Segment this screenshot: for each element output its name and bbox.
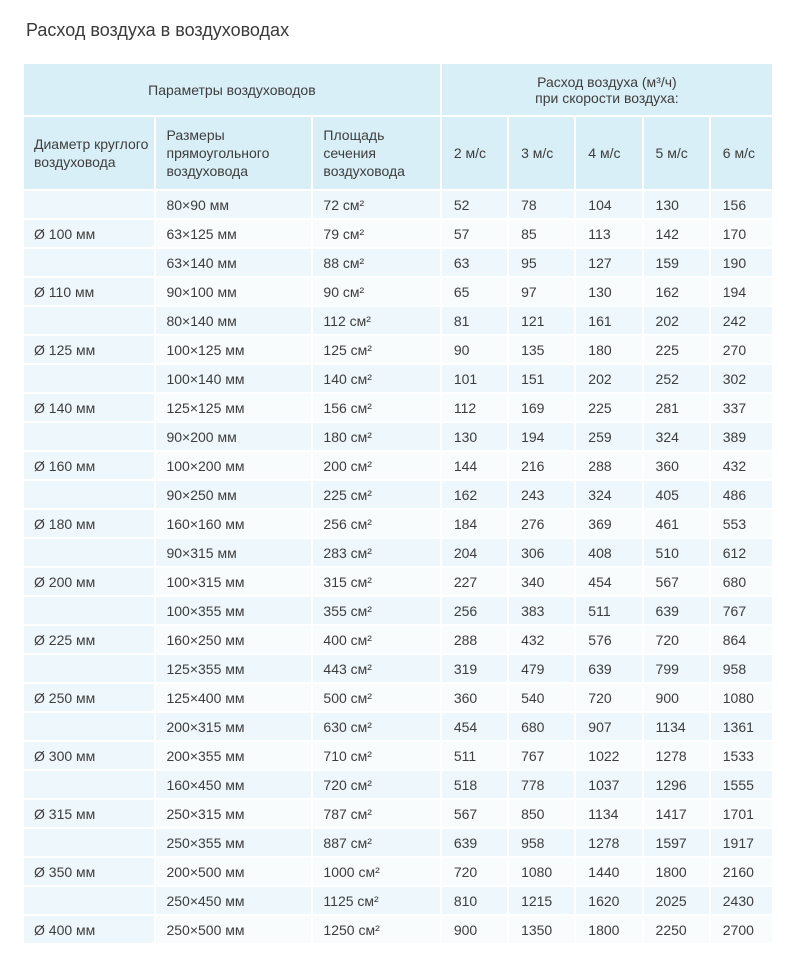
flow-value-cell: 57 xyxy=(442,220,507,247)
rect-size-cell: 250×315 мм xyxy=(156,800,311,827)
table-body xyxy=(24,191,772,943)
flow-value-cell: 2430 xyxy=(711,887,772,914)
flow-value-cell: 383 xyxy=(509,597,574,624)
flow-value-cell: 1134 xyxy=(644,713,709,740)
flow-value-cell: 156 xyxy=(711,191,772,218)
diameter-cell xyxy=(24,771,154,798)
flow-value-cell: 97 xyxy=(509,278,574,305)
area-cell: 1125 см² xyxy=(313,887,439,914)
diameter-cell xyxy=(24,365,154,392)
diameter-cell xyxy=(24,191,154,218)
flow-value-cell: 169 xyxy=(509,394,574,421)
rect-size-cell: 80×90 мм xyxy=(156,191,311,218)
rect-size-cell: 250×500 мм xyxy=(156,916,311,943)
flow-value-cell: 184 xyxy=(442,510,507,537)
flow-value-cell: 2250 xyxy=(644,916,709,943)
flow-value-cell: 767 xyxy=(711,597,772,624)
table-row xyxy=(24,249,772,276)
params-group-header: Параметры воздуховодов xyxy=(24,64,440,115)
flow-value-cell: 337 xyxy=(711,394,772,421)
flow-value-cell: 1440 xyxy=(576,858,641,885)
flow-value-cell: 2025 xyxy=(644,887,709,914)
rect-size-cell: 250×450 мм xyxy=(156,887,311,914)
table-row xyxy=(24,307,772,334)
diameter-cell: Ø 140 мм xyxy=(24,394,154,421)
flow-value-cell: 170 xyxy=(711,220,772,247)
flow-value-cell: 276 xyxy=(509,510,574,537)
area-cell: 90 см² xyxy=(313,278,439,305)
rect-size-cell: 250×355 мм xyxy=(156,829,311,856)
table-row xyxy=(24,713,772,740)
diameter-cell xyxy=(24,829,154,856)
col-diameter-header: Диаметр круглого воздуховода xyxy=(24,117,154,189)
flow-value-cell: 190 xyxy=(711,249,772,276)
rect-size-cell: 160×250 мм xyxy=(156,626,311,653)
flow-value-cell: 567 xyxy=(644,568,709,595)
area-cell: 283 см² xyxy=(313,539,439,566)
flow-value-cell: 259 xyxy=(576,423,641,450)
flow-value-cell: 127 xyxy=(576,249,641,276)
flow-group-line2: при скорости воздуха: xyxy=(535,89,679,106)
area-cell: 887 см² xyxy=(313,829,439,856)
flow-value-cell: 112 xyxy=(442,394,507,421)
diameter-cell xyxy=(24,887,154,914)
diameter-cell xyxy=(24,423,154,450)
flow-value-cell: 113 xyxy=(576,220,641,247)
rect-size-cell: 63×125 мм xyxy=(156,220,311,247)
rect-size-cell: 125×355 мм xyxy=(156,655,311,682)
flow-value-cell: 1134 xyxy=(576,800,641,827)
flow-value-cell: 510 xyxy=(644,539,709,566)
flow-value-cell: 227 xyxy=(442,568,507,595)
table-row xyxy=(24,394,772,421)
flow-value-cell: 680 xyxy=(509,713,574,740)
table-row xyxy=(24,539,772,566)
flow-value-cell: 1417 xyxy=(644,800,709,827)
table-row xyxy=(24,655,772,682)
flow-value-cell: 1555 xyxy=(711,771,772,798)
rect-size-cell: 125×400 мм xyxy=(156,684,311,711)
area-cell: 200 см² xyxy=(313,452,439,479)
flow-value-cell: 130 xyxy=(644,191,709,218)
flow-value-cell: 810 xyxy=(442,887,507,914)
flow-value-cell: 78 xyxy=(509,191,574,218)
flow-value-cell: 306 xyxy=(509,539,574,566)
rect-size-cell: 90×315 мм xyxy=(156,539,311,566)
flow-value-cell: 161 xyxy=(576,307,641,334)
flow-value-cell: 360 xyxy=(442,684,507,711)
flow-value-cell: 142 xyxy=(644,220,709,247)
flow-value-cell: 324 xyxy=(576,481,641,508)
flow-value-cell: 850 xyxy=(509,800,574,827)
table-row xyxy=(24,278,772,305)
rect-size-cell: 90×100 мм xyxy=(156,278,311,305)
flow-value-cell: 461 xyxy=(644,510,709,537)
diameter-cell xyxy=(24,307,154,334)
diameter-cell: Ø 110 мм xyxy=(24,278,154,305)
flow-value-cell: 162 xyxy=(442,481,507,508)
page-title: Расход воздуха в воздуховодах xyxy=(26,20,290,40)
flow-value-cell: 151 xyxy=(509,365,574,392)
flow-value-cell: 81 xyxy=(442,307,507,334)
rect-size-cell: 200×500 мм xyxy=(156,858,311,885)
flow-value-cell: 319 xyxy=(442,655,507,682)
area-cell: 400 см² xyxy=(313,626,439,653)
flow-value-cell: 799 xyxy=(644,655,709,682)
flow-value-cell: 302 xyxy=(711,365,772,392)
flow-value-cell: 288 xyxy=(576,452,641,479)
area-cell: 125 см² xyxy=(313,336,439,363)
table-row xyxy=(24,220,772,247)
flow-value-cell: 1037 xyxy=(576,771,641,798)
flow-value-cell: 270 xyxy=(711,336,772,363)
area-cell: 140 см² xyxy=(313,365,439,392)
flow-value-cell: 340 xyxy=(509,568,574,595)
flow-value-cell: 612 xyxy=(711,539,772,566)
flow-value-cell: 2700 xyxy=(711,916,772,943)
flow-value-cell: 511 xyxy=(442,742,507,769)
flow-value-cell: 1361 xyxy=(711,713,772,740)
area-cell: 72 см² xyxy=(313,191,439,218)
flow-value-cell: 454 xyxy=(576,568,641,595)
table-row xyxy=(24,191,772,218)
flow-value-cell: 194 xyxy=(711,278,772,305)
flow-value-cell: 408 xyxy=(576,539,641,566)
flow-value-cell: 1278 xyxy=(644,742,709,769)
area-cell: 88 см² xyxy=(313,249,439,276)
flow-value-cell: 518 xyxy=(442,771,507,798)
flow-value-cell: 1800 xyxy=(576,916,641,943)
area-cell: 112 см² xyxy=(313,307,439,334)
flow-value-cell: 159 xyxy=(644,249,709,276)
airflow-table xyxy=(22,62,774,945)
flow-value-cell: 1215 xyxy=(509,887,574,914)
flow-value-cell: 432 xyxy=(509,626,574,653)
table-row xyxy=(24,510,772,537)
flow-value-cell: 1022 xyxy=(576,742,641,769)
flow-value-cell: 281 xyxy=(644,394,709,421)
flow-value-cell: 243 xyxy=(509,481,574,508)
flow-value-cell: 767 xyxy=(509,742,574,769)
flow-value-cell: 144 xyxy=(442,452,507,479)
table-row xyxy=(24,829,772,856)
flow-value-cell: 958 xyxy=(711,655,772,682)
flow-value-cell: 540 xyxy=(509,684,574,711)
flow-value-cell: 242 xyxy=(711,307,772,334)
flow-value-cell: 639 xyxy=(442,829,507,856)
flow-value-cell: 180 xyxy=(576,336,641,363)
diameter-cell: Ø 350 мм xyxy=(24,858,154,885)
rect-size-cell: 100×140 мм xyxy=(156,365,311,392)
rect-size-cell: 125×125 мм xyxy=(156,394,311,421)
area-cell: 500 см² xyxy=(313,684,439,711)
rect-size-cell: 160×450 мм xyxy=(156,771,311,798)
flow-value-cell: 389 xyxy=(711,423,772,450)
flow-value-cell: 778 xyxy=(509,771,574,798)
flow-value-cell: 680 xyxy=(711,568,772,595)
rect-size-cell: 200×315 мм xyxy=(156,713,311,740)
rect-size-cell: 63×140 мм xyxy=(156,249,311,276)
flow-value-cell: 1080 xyxy=(509,858,574,885)
diameter-cell: Ø 125 мм xyxy=(24,336,154,363)
flow-value-cell: 202 xyxy=(644,307,709,334)
table-row xyxy=(24,858,772,885)
speed-header: 5 м/с xyxy=(644,117,709,189)
table-header xyxy=(24,64,772,189)
table-row xyxy=(24,771,772,798)
diameter-cell: Ø 250 мм xyxy=(24,684,154,711)
table-row xyxy=(24,684,772,711)
flow-value-cell: 225 xyxy=(576,394,641,421)
table-row xyxy=(24,568,772,595)
col-area-header: Площадь сечения воздуховода xyxy=(313,117,439,189)
flow-value-cell: 1080 xyxy=(711,684,772,711)
flow-value-cell: 639 xyxy=(644,597,709,624)
flow-value-cell: 130 xyxy=(442,423,507,450)
flow-value-cell: 1296 xyxy=(644,771,709,798)
rect-size-cell: 100×125 мм xyxy=(156,336,311,363)
flow-value-cell: 864 xyxy=(711,626,772,653)
table-row xyxy=(24,800,772,827)
flow-value-cell: 85 xyxy=(509,220,574,247)
table-row xyxy=(24,626,772,653)
flow-value-cell: 252 xyxy=(644,365,709,392)
table-row xyxy=(24,887,772,914)
diameter-cell xyxy=(24,249,154,276)
area-cell: 315 см² xyxy=(313,568,439,595)
flow-value-cell: 256 xyxy=(442,597,507,624)
flow-value-cell: 1278 xyxy=(576,829,641,856)
speed-header: 3 м/с xyxy=(509,117,574,189)
rect-size-cell: 100×200 мм xyxy=(156,452,311,479)
diameter-cell xyxy=(24,655,154,682)
flow-group-header xyxy=(442,64,772,115)
flow-value-cell: 52 xyxy=(442,191,507,218)
table-row xyxy=(24,365,772,392)
diameter-cell xyxy=(24,597,154,624)
rect-size-cell: 100×315 мм xyxy=(156,568,311,595)
flow-value-cell: 216 xyxy=(509,452,574,479)
flow-value-cell: 1800 xyxy=(644,858,709,885)
flow-value-cell: 65 xyxy=(442,278,507,305)
rect-size-cell: 160×160 мм xyxy=(156,510,311,537)
flow-value-cell: 204 xyxy=(442,539,507,566)
flow-value-cell: 511 xyxy=(576,597,641,624)
diameter-cell: Ø 300 мм xyxy=(24,742,154,769)
flow-value-cell: 360 xyxy=(644,452,709,479)
diameter-cell: Ø 315 мм xyxy=(24,800,154,827)
flow-value-cell: 900 xyxy=(442,916,507,943)
flow-value-cell: 1533 xyxy=(711,742,772,769)
flow-value-cell: 1350 xyxy=(509,916,574,943)
diameter-cell: Ø 180 мм xyxy=(24,510,154,537)
flow-value-cell: 324 xyxy=(644,423,709,450)
diameter-cell: Ø 400 мм xyxy=(24,916,154,943)
rect-size-cell: 90×250 мм xyxy=(156,481,311,508)
flow-value-cell: 720 xyxy=(442,858,507,885)
speed-header: 4 м/с xyxy=(576,117,641,189)
area-cell: 630 см² xyxy=(313,713,439,740)
flow-value-cell: 432 xyxy=(711,452,772,479)
flow-value-cell: 958 xyxy=(509,829,574,856)
col-rect-header: Размеры прямоугольного воздуховода xyxy=(156,117,311,189)
rect-size-cell: 200×355 мм xyxy=(156,742,311,769)
flow-value-cell: 90 xyxy=(442,336,507,363)
area-cell: 443 см² xyxy=(313,655,439,682)
flow-value-cell: 288 xyxy=(442,626,507,653)
flow-value-cell: 405 xyxy=(644,481,709,508)
area-cell: 720 см² xyxy=(313,771,439,798)
flow-value-cell: 202 xyxy=(576,365,641,392)
flow-value-cell: 553 xyxy=(711,510,772,537)
diameter-cell: Ø 160 мм xyxy=(24,452,154,479)
area-cell: 156 см² xyxy=(313,394,439,421)
flow-value-cell: 225 xyxy=(644,336,709,363)
flow-value-cell: 95 xyxy=(509,249,574,276)
flow-value-cell: 576 xyxy=(576,626,641,653)
area-cell: 256 см² xyxy=(313,510,439,537)
flow-group-line1: Расход воздуха (м³/ч) xyxy=(537,73,677,90)
table-row xyxy=(24,916,772,943)
table-row xyxy=(24,597,772,624)
table-row xyxy=(24,742,772,769)
speed-header: 6 м/с xyxy=(711,117,772,189)
table-row xyxy=(24,423,772,450)
flow-value-cell: 162 xyxy=(644,278,709,305)
diameter-cell: Ø 200 мм xyxy=(24,568,154,595)
flow-value-cell: 101 xyxy=(442,365,507,392)
rect-size-cell: 90×200 мм xyxy=(156,423,311,450)
flow-value-cell: 479 xyxy=(509,655,574,682)
flow-value-cell: 135 xyxy=(509,336,574,363)
diameter-cell: Ø 100 мм xyxy=(24,220,154,247)
flow-value-cell: 194 xyxy=(509,423,574,450)
area-cell: 180 см² xyxy=(313,423,439,450)
diameter-cell xyxy=(24,481,154,508)
flow-value-cell: 1620 xyxy=(576,887,641,914)
diameter-cell: Ø 225 мм xyxy=(24,626,154,653)
area-cell: 1000 см² xyxy=(313,858,439,885)
airflow-table-container xyxy=(22,62,774,945)
speed-header: 2 м/с xyxy=(442,117,507,189)
table-row xyxy=(24,481,772,508)
table-row xyxy=(24,336,772,363)
flow-value-cell: 1701 xyxy=(711,800,772,827)
flow-value-cell: 1917 xyxy=(711,829,772,856)
flow-value-cell: 639 xyxy=(576,655,641,682)
area-cell: 355 см² xyxy=(313,597,439,624)
flow-value-cell: 567 xyxy=(442,800,507,827)
flow-value-cell: 720 xyxy=(576,684,641,711)
flow-value-cell: 900 xyxy=(644,684,709,711)
flow-value-cell: 720 xyxy=(644,626,709,653)
area-cell: 787 см² xyxy=(313,800,439,827)
flow-value-cell: 121 xyxy=(509,307,574,334)
table-row xyxy=(24,452,772,479)
rect-size-cell: 80×140 мм xyxy=(156,307,311,334)
area-cell: 225 см² xyxy=(313,481,439,508)
area-cell: 79 см² xyxy=(313,220,439,247)
flow-value-cell: 63 xyxy=(442,249,507,276)
diameter-cell xyxy=(24,539,154,566)
flow-value-cell: 454 xyxy=(442,713,507,740)
flow-value-cell: 130 xyxy=(576,278,641,305)
flow-value-cell: 1597 xyxy=(644,829,709,856)
flow-value-cell: 907 xyxy=(576,713,641,740)
flow-value-cell: 369 xyxy=(576,510,641,537)
flow-value-cell: 2160 xyxy=(711,858,772,885)
flow-value-cell: 486 xyxy=(711,481,772,508)
area-cell: 710 см² xyxy=(313,742,439,769)
diameter-cell xyxy=(24,713,154,740)
rect-size-cell: 100×355 мм xyxy=(156,597,311,624)
area-cell: 1250 см² xyxy=(313,916,439,943)
flow-value-cell: 104 xyxy=(576,191,641,218)
